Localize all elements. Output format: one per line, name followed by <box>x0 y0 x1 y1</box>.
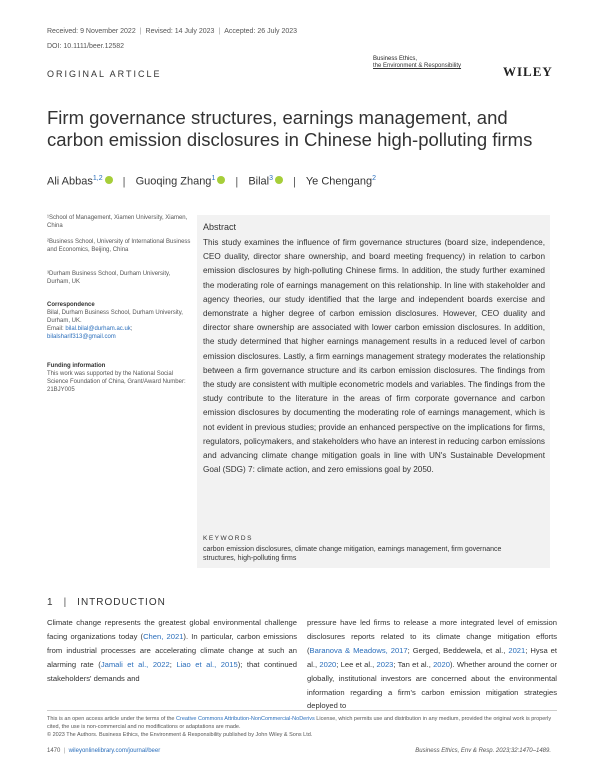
author-name[interactable]: Ali Abbas <box>47 175 93 188</box>
intro-left-column <box>47 616 297 686</box>
citation-link[interactable]: Chen, 2021 <box>143 631 184 641</box>
citation-link[interactable]: 2021 <box>508 645 526 655</box>
affiliation-1: ¹School of Management, Xiamen University, Xiamen, China <box>47 215 188 229</box>
manuscript-dates <box>47 28 297 35</box>
page-number: 1470 <box>47 748 61 754</box>
section-title: INTRODUCTION <box>77 597 166 608</box>
keywords-text: carbon emission disclosures, climate change mitigation, earnings management, firm governance structures, high-polluting firms <box>203 546 502 562</box>
keywords-heading: KEYWORDS <box>203 535 253 542</box>
body-text: ). Whether around the corner or globally, institutional investors are concerned about the environmental information regarding a firm's carbon emission mitigation strategies deployed to <box>307 659 557 711</box>
body-text: ; Tan et al., <box>393 659 434 669</box>
body-text: ; Gerged, Beddewela, et al., <box>407 645 509 655</box>
license-link[interactable]: Creative Commons Attribution-NonCommercial-NoDerivs <box>176 716 315 722</box>
body-text: ); that continued stakeholders' demands and <box>47 659 297 683</box>
email-link[interactable]: bilal.bilal@durham.ac.uk <box>65 326 131 332</box>
author-affiliation-marker: 3 <box>269 175 274 182</box>
email-link[interactable]: bilalsharif313@gmail.com <box>47 334 116 340</box>
abstract-heading: Abstract <box>203 222 237 232</box>
journal-name-line2: the Environment & Responsibility <box>373 63 462 69</box>
correspondence-heading: Correspondence <box>47 302 95 308</box>
intro-right-column <box>307 616 557 713</box>
author-list <box>47 175 376 188</box>
divider: | <box>63 597 68 608</box>
affiliation-2: ²Business School, University of International Business and Economics, Beijing, China <box>47 239 191 253</box>
body-text: ; <box>169 659 177 669</box>
journal-name-line1: Business Ethics, <box>373 56 418 62</box>
copyright-text: © 2023 The Authors. Business Ethics, the Environment & Responsibility published by John Wiley & Sons Ltd. <box>47 732 313 738</box>
body-text: ). In particular, carbon emissions from industrial processes are accelerating climate change at such an alarming rate ( <box>47 631 297 669</box>
received-date: Received: 9 November 2022 <box>47 28 136 35</box>
section-heading <box>47 597 166 608</box>
divider: | <box>139 28 142 35</box>
section-number: 1 <box>47 597 54 608</box>
journal-url[interactable]: wileyonlinelibrary.com/journal/beer <box>68 748 161 754</box>
funding-text: This work was supported by the National Social Science Foundation of China, Grant/Award Number: 21BJY005 <box>47 371 186 393</box>
author-name[interactable]: Ye Chengang <box>305 175 373 188</box>
correspondence-text: Bilal, Durham Business School, Durham University, Durham, UK. <box>47 310 183 324</box>
page-footer-left <box>47 748 160 754</box>
affiliation-3: ³Durham Business School, Durham University, Durham, UK <box>47 271 171 285</box>
body-text: pressure have led firms to release a more integrated level of emission disclosures reports related to its climate change mitigation efforts ( <box>307 618 557 655</box>
citation-link[interactable]: 2020 <box>433 659 450 669</box>
journal-logo[interactable] <box>373 56 461 70</box>
article-type: ORIGINAL ARTICLE <box>47 69 162 79</box>
article-title: Firm governance structures, earnings management, and carbon emission disclosures in Chinese high-polluting firms <box>47 107 533 150</box>
author-name[interactable]: Guoqing Zhang <box>135 175 212 188</box>
divider: | <box>218 28 221 35</box>
author-affiliation-marker: 2 <box>372 175 376 182</box>
divider: | <box>63 748 66 754</box>
orcid-icon[interactable] <box>275 176 283 184</box>
divider: | <box>293 175 296 188</box>
body-text: ; Hysa et al., <box>307 645 558 669</box>
divider: | <box>122 175 126 188</box>
orcid-icon[interactable] <box>105 176 113 184</box>
license-footnote <box>47 710 557 739</box>
body-text: Climate change represents the greatest global environmental challenge facing organizations today ( <box>47 618 297 641</box>
accepted-date: Accepted: 26 July 2023 <box>224 28 298 35</box>
doi[interactable]: DOI: 10.1111/beer.12582 <box>47 43 125 50</box>
license-text: License, which permits use and distribution in any medium, provided the original work is properly cited, the use is non-commercial and no modifications or adaptations are made. <box>47 716 552 730</box>
author-affiliation-marker: 1,2 <box>92 175 103 182</box>
email-label: Email: <box>47 326 66 332</box>
correspondence-block: Correspondence Bilal, Durham Business School, Durham University, Durham, UK. Email: bilal.bilal@durham.ac.uk; bilalsharif313@gmail.com <box>47 301 192 341</box>
author-affiliation-marker: 1 <box>211 175 216 182</box>
funding-block <box>47 362 192 394</box>
revised-date: Revised: 14 July 2023 <box>145 28 215 35</box>
citation-link[interactable]: Jamali et al., 2022 <box>100 659 170 669</box>
divider: | <box>235 175 239 188</box>
citation-link[interactable]: 2023 <box>376 659 394 669</box>
citation-link[interactable]: Baranova & Meadows, 2017 <box>309 645 408 655</box>
publisher-logo[interactable]: WILEY <box>503 64 553 79</box>
citation-link[interactable]: Liao et al., 2015 <box>176 659 238 669</box>
citation-link[interactable]: 2020 <box>319 659 337 669</box>
funding-heading: Funding information <box>47 363 106 369</box>
body-text: ; Lee et al., <box>336 659 377 669</box>
author-name[interactable]: Bilal <box>248 175 270 188</box>
license-text: This is an open access article under the terms of the <box>47 716 177 722</box>
journal-citation: Business Ethics, Env & Resp. 2023;32:1470–1489. <box>415 748 551 754</box>
orcid-icon[interactable] <box>217 176 225 184</box>
abstract-text: This study examines the influence of firm governance structures (board size, independence, CEO duality, director share ownership, and board meeting frequency) in relation to carbon emission disclosures by high-polluting Chinese firms. In addition, the study further examined the moderating role of earnings management on this relationship. In line with stakeholder and agency theories, our study identified that the large and independent boards exercise and demonstrate a higher degree of carbon emission disclosures. However, CEO duality and director share ownership are associated with lower carbon emission disclosures. In addition, the study determined that higher earnings management results in a reduced level of carbon emission disclosures. Lastly, a firm earnings management strategy moderates the relationship between a firm governance structure and its carbon emission disclosures. The findings from the study are consistent with multiple econometric models and variables. The findings from the study contribute to the literature in the areas of firm corporate governance and carbon emission disclosures by documenting the moderating role of earnings management, which is not evident in previous studies; provide an enhanced perspective on the implications for firms, regulators, policymakers, and stakeholders who have an interest in reducing carbon emissions and advancing climate change mitigation goals in line with UN's Sustainable Development Goal (SDG) 7: climate action, and zero emissions goal by 2050. <box>203 238 545 475</box>
